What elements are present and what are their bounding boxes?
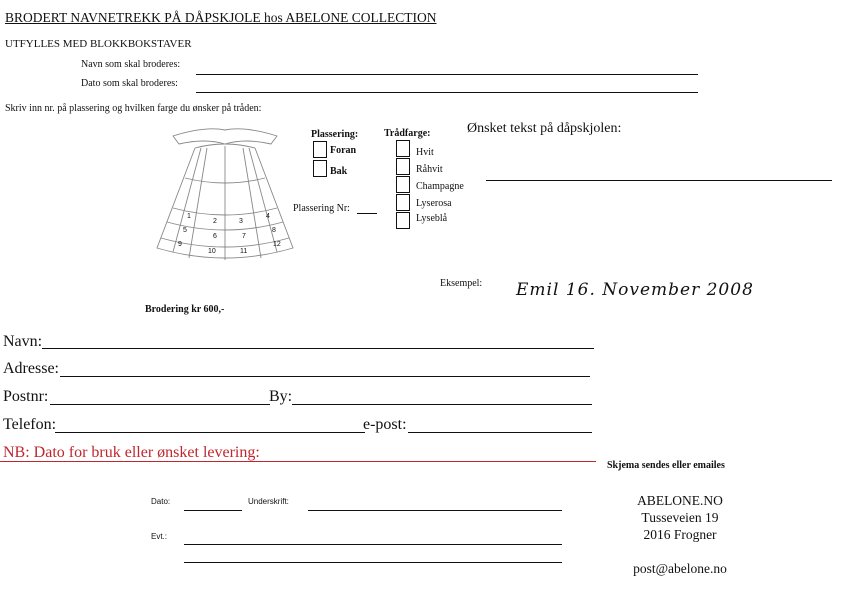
skirt-position-9: 9 xyxy=(178,241,182,248)
thread-white-checkbox[interactable] xyxy=(396,140,410,157)
christening-gown-diagram xyxy=(145,118,305,278)
embroider-name-field[interactable] xyxy=(196,74,698,75)
thread-champagne-checkbox[interactable] xyxy=(396,176,410,193)
example-script-text: Emil 16. November 2008 xyxy=(516,280,754,300)
skirt-position-2: 2 xyxy=(213,218,217,225)
skirt-position-1: 1 xyxy=(187,213,191,220)
contact-address-label: Adresse: xyxy=(3,360,59,377)
thread-lightpink-checkbox[interactable] xyxy=(396,194,410,211)
contact-postnr-field[interactable] xyxy=(50,404,270,405)
contact-postnr-label: Postnr: xyxy=(3,388,49,405)
company-street: Tusseveien 19 xyxy=(641,510,719,525)
skirt-position-5: 5 xyxy=(183,227,187,234)
placement-nr-label: Plassering Nr: xyxy=(293,203,350,214)
contact-phone-label: Telefon: xyxy=(3,416,57,433)
price-label: Brodering kr 600,- xyxy=(145,304,225,315)
signature-field[interactable] xyxy=(308,510,562,511)
desired-text-label: Ønsket tekst på dåpskjolen: xyxy=(467,121,622,136)
skirt-position-12: 12 xyxy=(273,241,281,248)
evt-field-2[interactable] xyxy=(184,562,562,563)
contact-city-field[interactable] xyxy=(292,404,592,405)
thread-offwhite-checkbox[interactable] xyxy=(396,158,410,175)
form-subtitle: UTFYLLES MED BLOKKBOKSTAVER xyxy=(5,38,192,50)
skirt-position-7: 7 xyxy=(242,233,246,240)
embroider-name-label: Navn som skal broderes: xyxy=(81,59,181,70)
evt-field-1[interactable] xyxy=(184,544,562,545)
example-label: Eksempel: xyxy=(440,278,483,289)
placement-back-checkbox[interactable] xyxy=(313,160,327,177)
thread-offwhite-label: Råhvit xyxy=(416,164,443,175)
contact-address-field[interactable] xyxy=(60,376,590,377)
skirt-position-6: 6 xyxy=(213,233,217,240)
contact-name-label: Navn: xyxy=(3,333,43,350)
skirt-position-11: 11 xyxy=(240,248,248,255)
gown-collar xyxy=(173,129,277,144)
skirt-position-10: 10 xyxy=(208,248,216,255)
signature-label: Underskrift: xyxy=(248,497,289,506)
contact-phone-field[interactable] xyxy=(55,432,365,433)
thread-color-heading: Trådfarge: xyxy=(384,128,431,139)
skirt-position-4: 4 xyxy=(266,213,270,220)
contact-name-field[interactable] xyxy=(42,348,594,349)
desired-text-field[interactable] xyxy=(486,180,832,181)
form-title: BRODERT NAVNETREKK PÅ DÅPSKJOLE hos ABELONE COLLECTION xyxy=(5,10,437,25)
embroider-date-field[interactable] xyxy=(196,92,698,93)
company-city: 2016 Frogner xyxy=(643,527,717,542)
contact-city-label: By: xyxy=(269,388,293,405)
contact-email-field[interactable] xyxy=(408,432,592,433)
company-name: ABELONE.NO xyxy=(637,493,723,508)
placement-back-label: Bak xyxy=(330,166,348,177)
instruction-text: Skriv inn nr. på plassering og hvilken farge du ønsker på tråden: xyxy=(5,103,262,114)
placement-heading: Plassering: xyxy=(311,129,359,140)
thread-lightpink-label: Lyserosa xyxy=(416,198,452,209)
placement-front-checkbox[interactable] xyxy=(313,141,327,158)
placement-nr-field[interactable] xyxy=(357,213,377,214)
thread-champagne-label: Champagne xyxy=(416,181,464,192)
skirt-position-8: 8 xyxy=(272,227,276,234)
placement-front-label: Foran xyxy=(330,145,357,156)
evt-label: Evt.: xyxy=(151,532,168,541)
thread-lightblue-checkbox[interactable] xyxy=(396,212,410,229)
contact-email-label: e-post: xyxy=(363,416,407,433)
thread-lightblue-label: Lyseblå xyxy=(416,213,448,224)
nb-delivery-label: NB: Dato for bruk eller ønsket levering: xyxy=(3,444,260,461)
embroider-date-label: Dato som skal broderes: xyxy=(81,78,178,89)
signature-date-label: Dato: xyxy=(151,497,171,506)
skirt-position-3: 3 xyxy=(239,218,243,225)
send-note: Skjema sendes eller emailes xyxy=(607,460,725,471)
thread-white-label: Hvit xyxy=(416,147,434,158)
signature-date-field[interactable] xyxy=(184,510,242,511)
company-email[interactable]: post@abelone.no xyxy=(633,561,727,576)
nb-delivery-field[interactable] xyxy=(0,461,596,462)
